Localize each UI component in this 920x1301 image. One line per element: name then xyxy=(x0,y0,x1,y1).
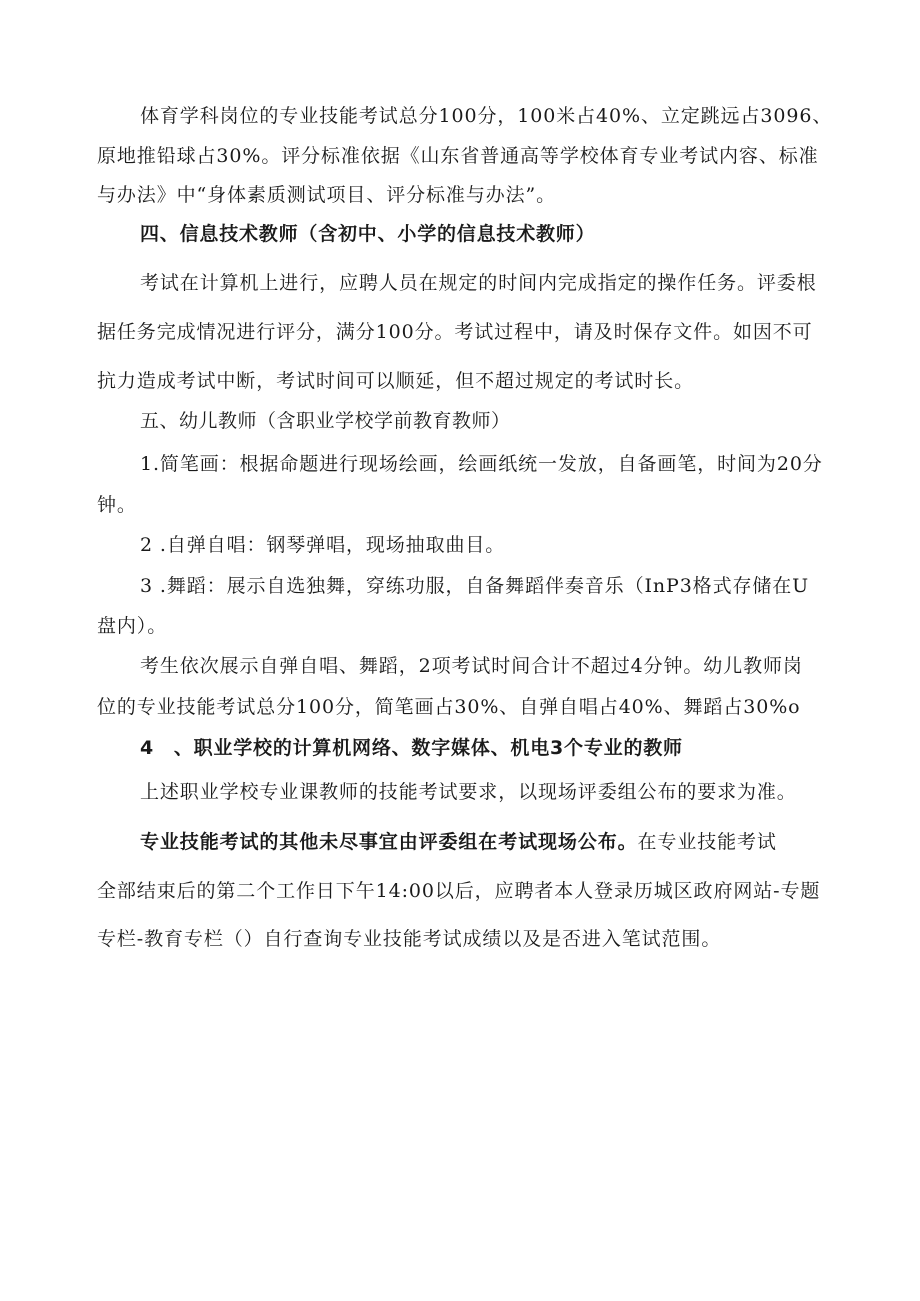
closing-bold-text: 专业技能考试的其他未尽事宜由评委组在考试现场公布。 xyxy=(140,831,638,853)
item-dance-line-2: 盘内）。 xyxy=(97,615,168,637)
it-exam-line-1: 考试在计算机上进行，应聘人员在规定的时间内完成指定的操作任务。评委根 xyxy=(140,272,817,294)
section-heading-vocational: 4 、职业学校的计算机网络、数字媒体、机电3个专业的教师 xyxy=(140,737,683,759)
closing-line-1 xyxy=(140,830,777,854)
pe-score-line-1: 体育学科岗位的专业技能考试总分100分，100米占40%、立定跳远占3096、 xyxy=(140,105,833,127)
item-sketch-line-2: 钟。 xyxy=(97,494,137,516)
section-heading-it-teacher: 四、信息技术教师（含初中、小学的信息技术教师） xyxy=(140,223,596,245)
section-heading-kindergarten: 五、幼儿教师（含职业学校学前教育教师） xyxy=(140,410,511,432)
item-dance-line-1: 3 .舞蹈：展示自选独舞，穿练功服，自备舞蹈伴奏音乐（InP3格式存储在U xyxy=(140,575,810,597)
vocational-requirements: 上述职业学校专业课教师的技能考试要求，以现场评委组公布的要求为准。 xyxy=(140,781,797,803)
closing-line-3: 专栏-教育专栏（）自行查询专业技能考试成绩以及是否进入笔试范围。 xyxy=(97,928,722,950)
item-piano-singing: 2 .自弹自唱：钢琴弹唱，现场抽取曲目。 xyxy=(140,534,506,556)
closing-line-2: 全部结束后的第二个工作日下午14:00以后，应聘者本人登录历城区政府网站-专题 xyxy=(97,880,821,902)
pe-score-line-2: 原地推铅球占30%。评分标准依据《山东省普通高等学校体育专业考试内容、标准 xyxy=(97,145,819,167)
kindergarten-score-line-2: 位的专业技能考试总分100分，简笔画占30%、自弹自唱占40%、舞蹈占30%o xyxy=(97,696,801,718)
closing-regular-text: 在专业技能考试 xyxy=(637,831,777,853)
kindergarten-score-line-1: 考生依次展示自弹自唱、舞蹈，2项考试时间合计不超过4分钟。幼儿教师岗 xyxy=(140,655,803,677)
it-exam-line-3: 抗力造成考试中断，考试时间可以顺延，但不超过规定的考试时长。 xyxy=(97,370,695,392)
it-exam-line-2: 据任务完成情况进行评分，满分100分。考试过程中，请及时保存文件。如因不可 xyxy=(97,321,813,343)
pe-score-line-3: 与办法》中“身体素质测试项目、评分标准与办法”。 xyxy=(97,184,557,206)
item-sketch-line-1: 1.简笔画：根据命题进行现场绘画，绘画纸统一发放，自备画笔，时间为20分 xyxy=(140,453,823,475)
